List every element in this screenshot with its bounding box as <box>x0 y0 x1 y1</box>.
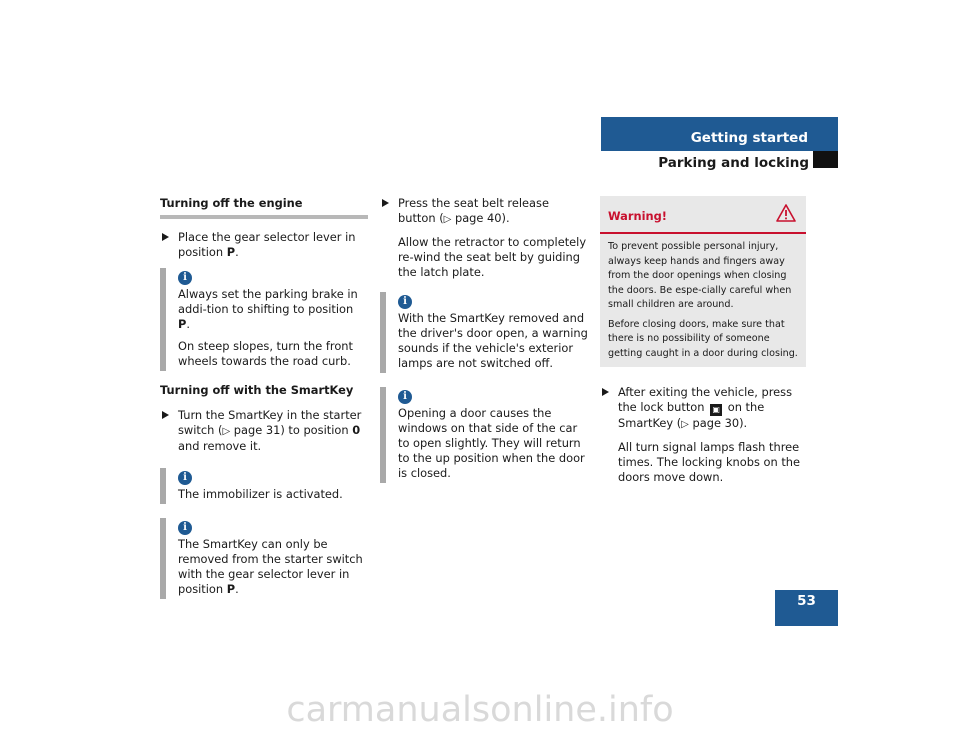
step-text-mid: on the SmartKey ( <box>618 400 765 430</box>
info-note-immobilizer <box>160 468 368 504</box>
step-text-end: . <box>235 245 239 259</box>
note-text-slopes: On steep slopes, turn the front wheels towards the road curb. <box>178 339 353 368</box>
position-label: P <box>226 582 236 596</box>
step-detail-retractor: Allow the retractor to completely re-wind the seat belt by guiding the latch plate. <box>398 235 587 279</box>
position-label: P <box>178 317 187 331</box>
warning-triangle-icon <box>776 204 796 222</box>
step-text-end: and remove it. <box>178 439 262 453</box>
section-title: Parking and locking <box>658 155 809 171</box>
info-note-windows <box>380 387 588 483</box>
warning-box <box>600 196 806 367</box>
page-reference[interactable]: page 30). <box>692 416 748 430</box>
arrow-bullet-icon <box>602 388 609 396</box>
position-label: P <box>226 245 236 259</box>
note-text: Opening a door causes the windows on that side of the car to open slightly. They will return to the up position when the door is closed. <box>398 406 585 480</box>
step-text: Place the gear selector lever in position <box>178 230 356 259</box>
step-gear-selector <box>160 230 368 260</box>
page-reference-triangle-icon: ▷ <box>681 419 689 430</box>
info-icon: i <box>178 471 192 485</box>
info-note-warning-sound <box>380 292 588 373</box>
arrow-bullet-icon <box>162 233 169 241</box>
info-icon: i <box>178 271 192 285</box>
note-text-start: Always set the parking brake in addi-tion to shifting to position <box>178 287 358 316</box>
step-text: Press the seat belt release button ( <box>398 196 549 225</box>
column-right <box>600 196 808 493</box>
note-text-end: . <box>186 317 190 331</box>
info-note-parking-brake <box>160 268 368 371</box>
step-seat-belt <box>380 196 588 227</box>
info-note-smartkey-removal <box>160 518 368 599</box>
info-icon: i <box>398 295 412 309</box>
note-text <box>178 537 368 597</box>
step-text: After exiting the vehicle, press the lock button <box>618 385 793 414</box>
note-text: With the SmartKey removed and the driver's door open, a warning sounds if the vehicle's exterior lamps are not switched off. <box>398 311 588 370</box>
step-turn-smartkey <box>160 408 368 454</box>
step-lock-vehicle <box>600 385 808 432</box>
note-text: The immobilizer is activated. <box>178 487 343 501</box>
chapter-header <box>601 117 838 151</box>
warning-title: Warning! <box>608 209 667 223</box>
heading-turning-off-engine: Turning off the engine <box>160 196 368 219</box>
step-detail-signal-lamps: All turn signal lamps flash three times. The locking knobs on the doors move down. <box>618 440 801 484</box>
page-reference-triangle-icon: ▷ <box>443 214 452 225</box>
arrow-bullet-icon <box>382 199 389 207</box>
page-reference[interactable]: page 40). <box>454 211 510 225</box>
position-label: 0 <box>352 423 361 437</box>
info-icon: i <box>178 521 192 535</box>
warning-body <box>600 234 806 367</box>
section-marker <box>813 151 838 168</box>
column-left <box>160 196 368 611</box>
chapter-title: Getting started <box>690 130 808 146</box>
warning-header <box>600 196 806 234</box>
note-text-start: The SmartKey can only be removed from the starter switch with the gear selector lever in position <box>178 537 363 596</box>
info-icon: i <box>398 390 412 404</box>
heading-turning-off-smartkey: Turning off with the SmartKey <box>160 383 354 397</box>
warning-text-closing: Before closing doors, make sure that there is no possibility of someone getting caught in a door during closing. <box>608 318 798 359</box>
lock-icon: ▣ <box>710 404 722 416</box>
page-reference[interactable]: page 31) to position <box>233 423 353 437</box>
watermark: carmanualsonline.info <box>286 690 674 730</box>
page-number: 53 <box>775 590 838 626</box>
note-text-end: . <box>235 582 239 596</box>
warning-text-hands: To prevent possible personal injury, always keep hands and fingers away from the door openings when closing the doors. Be espe-cially careful when small children are around. <box>608 241 792 310</box>
note-text <box>178 287 368 332</box>
step-text: Turn the SmartKey in the starter switch ( <box>178 408 362 437</box>
page-reference-triangle-icon: ▷ <box>222 426 231 437</box>
arrow-bullet-icon <box>162 411 169 419</box>
column-middle <box>380 196 588 495</box>
